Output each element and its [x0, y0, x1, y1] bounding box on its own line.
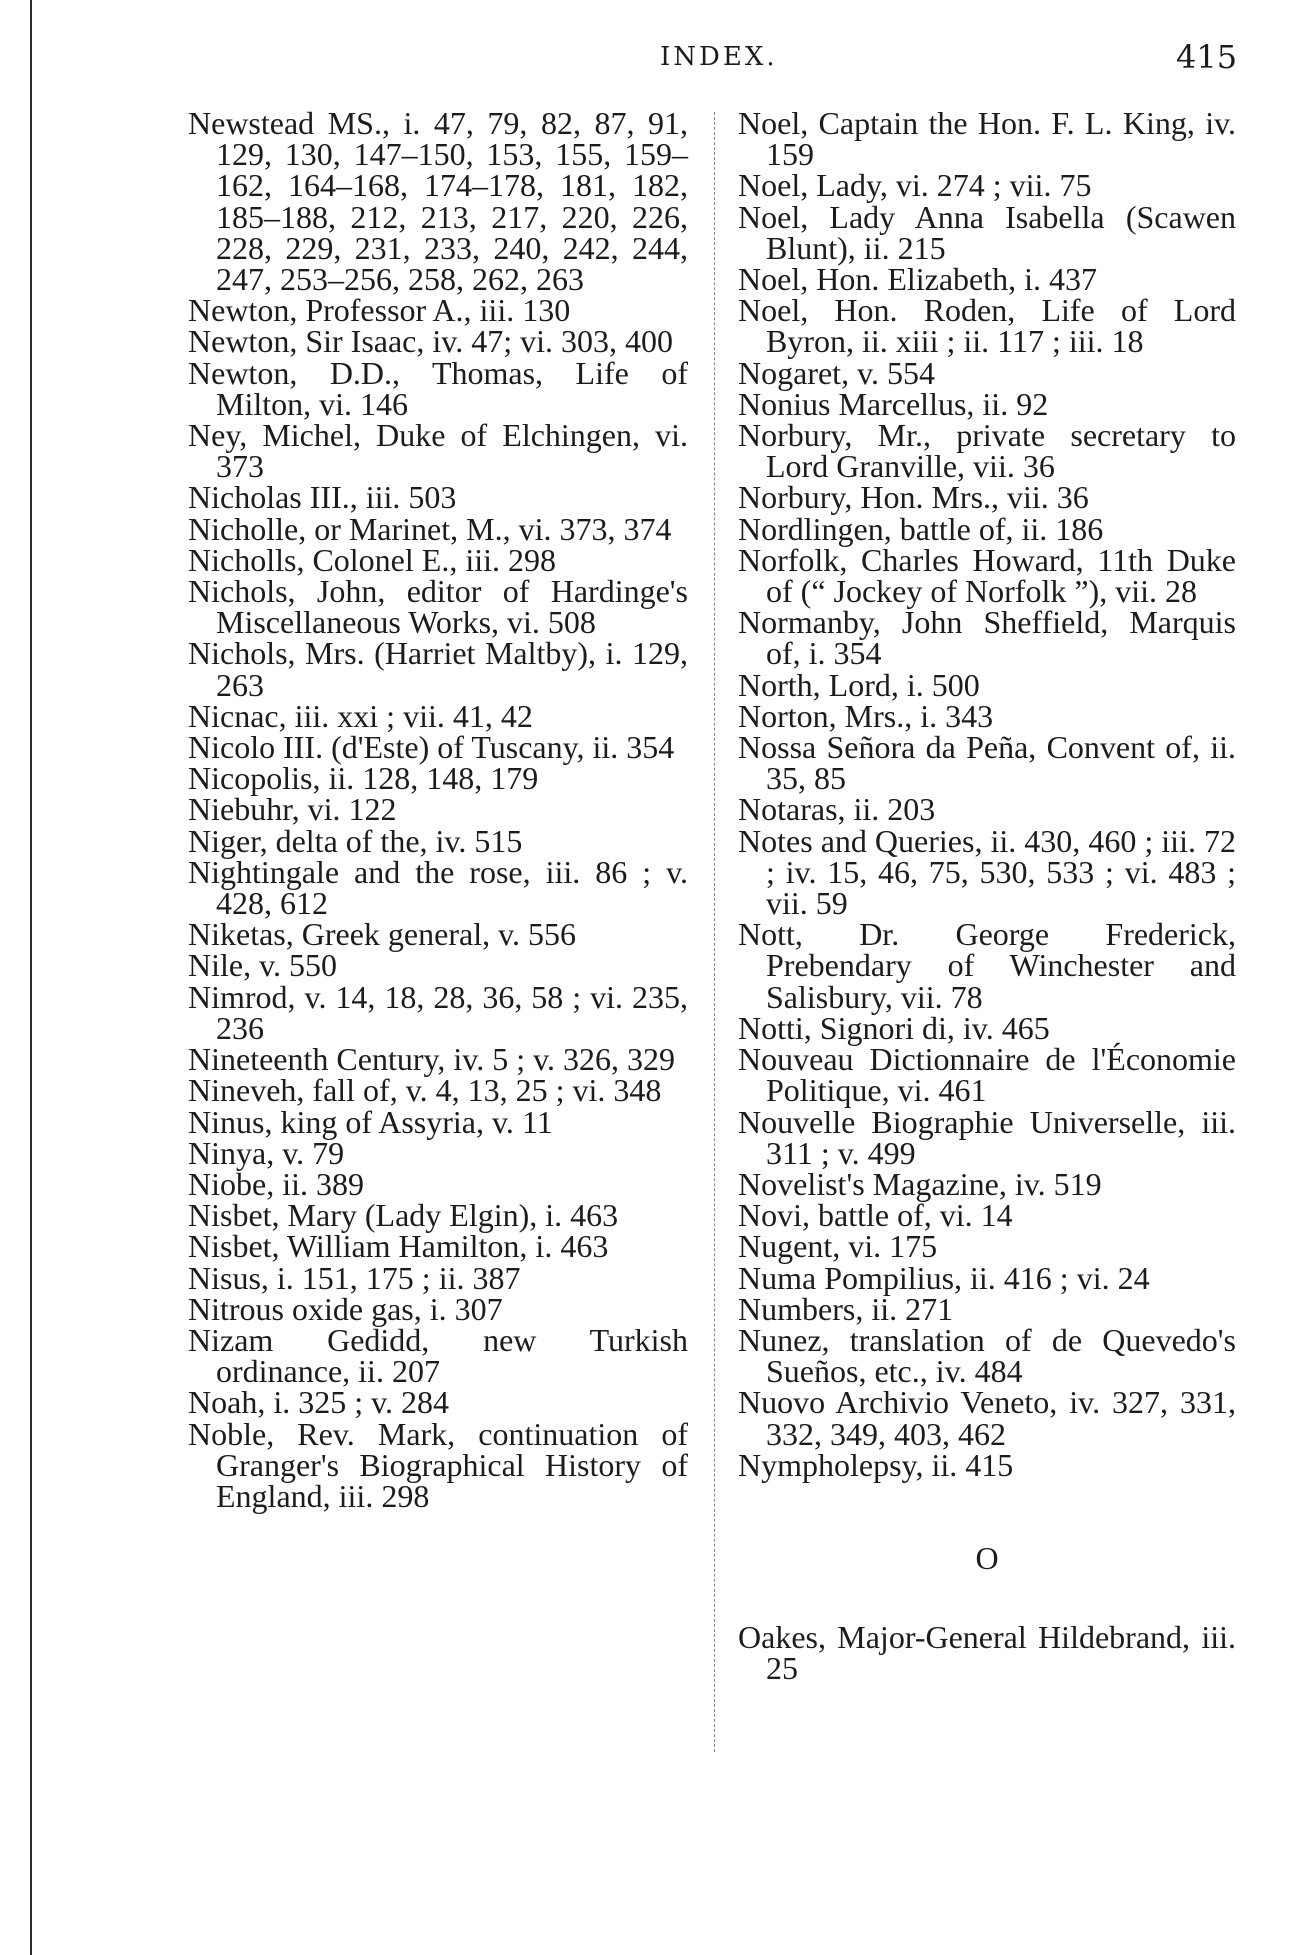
index-entry: Newton, Professor A., iii. 130 [188, 292, 571, 329]
index-entry: Ninus, king of Assyria, v. 11 [188, 1103, 553, 1140]
index-entry: Ninya, v. 79 [188, 1134, 345, 1171]
index-entry: Noel, Captain the Hon. F. L. King, iv. 159 [738, 105, 1236, 173]
index-entry: Numbers, ii. 271 [738, 1290, 954, 1327]
index-entry: Noel, Hon. Roden, Life of Lord Byron, ii. xiii ; ii. 117 ; iii. 18 [738, 292, 1236, 360]
index-entry: Nimrod, v. 14, 18, 28, 36, 58 ; vi. 235, 236 [188, 978, 688, 1046]
index-entry: Nile, v. 550 [188, 947, 338, 984]
index-entry: Noel, Lady Anna Isabella (Scawen Blunt), ii. 215 [738, 198, 1236, 266]
index-entry: Noah, i. 325 ; v. 284 [188, 1384, 450, 1421]
index-entry: Nichols, Mrs. (Harriet Maltby), i. 129, 263 [188, 635, 688, 703]
index-entry: Nouvelle Biographie Universelle, iii. 311 ; v. 499 [738, 1103, 1236, 1171]
index-entry: Nuovo Archivio Veneto, iv. 327, 331, 332, 349, 403, 462 [738, 1384, 1236, 1452]
index-entry: Nitrous oxide gas, i. 307 [188, 1290, 503, 1327]
page-number: 415 [1176, 38, 1238, 76]
index-entry: Newton, Sir Isaac, iv. 47; vi. 303, 400 [188, 323, 673, 360]
index-entry: Nicholle, or Marinet, M., vi. 373, 374 [188, 510, 672, 547]
index-entry: Novi, battle of, vi. 14 [738, 1197, 1013, 1234]
index-entry: Nott, Dr. George Frederick, Prebendary of Winchester and Salisbury, vii. 78 [738, 916, 1236, 1015]
index-entry: Nunez, translation of de Quevedo's Sueños, etc., iv. 484 [738, 1321, 1236, 1390]
index-entry: Niobe, ii. 389 [188, 1165, 364, 1202]
index-entry: Nicolo III. (d'Este) of Tuscany, ii. 354 [188, 729, 675, 766]
index-entry: Nicholls, Colonel E., iii. 298 [188, 541, 556, 578]
index-entry: Notes and Queries, ii. 430, 460 ; iii. 72 ; iv. 15, 46, 75, 530, 533 ; vi. 483 ; vii. 59 [738, 822, 1236, 922]
index-column-right [738, 105, 1236, 1687]
index-entry: Norfolk, Charles Howard, 11th Duke of (“ Jockey of Norfolk ”), vii. 28 [738, 541, 1236, 610]
index-entry: Nichols, John, editor of Hardinge's Miscellaneous Works, vi. 508 [188, 573, 688, 641]
section-gap [738, 1574, 1236, 1622]
page-edge-rule [30, 0, 32, 1955]
index-entry: Nisbet, William Hamilton, i. 463 [188, 1228, 609, 1265]
index-entry: Newstead MS., i. 47, 79, 82, 87, 91, 129, 130, 147–150, 153, 155, 159–162, 164–168, 174–178, 181, 182, 185–188, 212, 213, 217, 220, 226, 228, 229, 231, 233, 240, 242, 244, 247, 253–256, 258, 262, 263 [188, 105, 688, 298]
index-entry: Oakes, Major-General Hildebrand, iii. 25 [738, 1619, 1236, 1687]
index-entry: Nisus, i. 151, 175 ; ii. 387 [188, 1259, 521, 1296]
index-entry: Niger, delta of the, iv. 515 [188, 822, 523, 859]
index-entry: Nicholas III., iii. 503 [188, 479, 457, 516]
index-entry: Nouveau Dictionnaire de l'Économie Politique, vi. 461 [738, 1041, 1236, 1109]
index-entry: Novelist's Magazine, iv. 519 [738, 1165, 1102, 1202]
index-entry: Nineteenth Century, iv. 5 ; v. 326, 329 [188, 1041, 676, 1078]
index-entry: Niketas, Greek general, v. 556 [188, 916, 576, 953]
index-entry: Nossa Señora da Peña, Convent of, ii. 35, 85 [738, 729, 1236, 797]
section-gap [738, 1481, 1236, 1543]
index-entry: Noble, Rev. Mark, continuation of Granger's Biographical History of England, iii. 298 [188, 1415, 688, 1514]
index-entry: Ney, Michel, Duke of Elchingen, vi. 373 [188, 417, 688, 485]
section-letter-heading: O [975, 1539, 999, 1576]
index-entry: Notti, Signori di, iv. 465 [738, 1009, 1050, 1046]
index-entry: Nineveh, fall of, v. 4, 13, 25 ; vi. 348 [188, 1072, 662, 1109]
index-entry: Norbury, Mr., private secretary to Lord Granville, vii. 36 [738, 417, 1236, 485]
column-divider [714, 112, 716, 1752]
index-entry: Nogaret, v. 554 [738, 354, 935, 391]
index-entry: Norton, Mrs., i. 343 [738, 697, 994, 734]
running-title: INDEX. [660, 42, 778, 72]
index-entry: Norbury, Hon. Mrs., vii. 36 [738, 479, 1089, 516]
index-entry: Niebuhr, vi. 122 [188, 791, 397, 828]
index-entry: Noel, Hon. Elizabeth, i. 437 [738, 261, 1098, 298]
index-entry: Nightingale and the rose, iii. 86 ; v. 428, 612 [188, 853, 688, 922]
running-header [0, 38, 1313, 78]
index-entry: Nonius Marcellus, ii. 92 [738, 385, 1049, 422]
index-entry: Nordlingen, battle of, ii. 186 [738, 510, 1104, 547]
index-entry: Nympholepsy, ii. 415 [738, 1446, 1014, 1483]
index-column-left [188, 105, 688, 1514]
index-entry: Normanby, John Sheffield, Marquis of, i. 354 [738, 604, 1236, 672]
index-entry: Noel, Lady, vi. 274 ; vii. 75 [738, 167, 1092, 204]
index-entry: Nugent, vi. 175 [738, 1228, 938, 1265]
index-entry: Nizam Gedidd, new Turkish ordinance, ii. 207 [188, 1321, 688, 1390]
index-entry: Notaras, ii. 203 [738, 791, 936, 828]
index-entry: North, Lord, i. 500 [738, 666, 980, 703]
index-entry: Newton, D.D., Thomas, Life of Milton, vi. 146 [188, 354, 688, 422]
index-entry: Numa Pompilius, ii. 416 ; vi. 24 [738, 1259, 1150, 1296]
index-entry: Nicnac, iii. xxi ; vii. 41, 42 [188, 697, 533, 734]
index-entry: Nicopolis, ii. 128, 148, 179 [188, 760, 539, 797]
index-entry: Nisbet, Mary (Lady Elgin), i. 463 [188, 1197, 619, 1234]
